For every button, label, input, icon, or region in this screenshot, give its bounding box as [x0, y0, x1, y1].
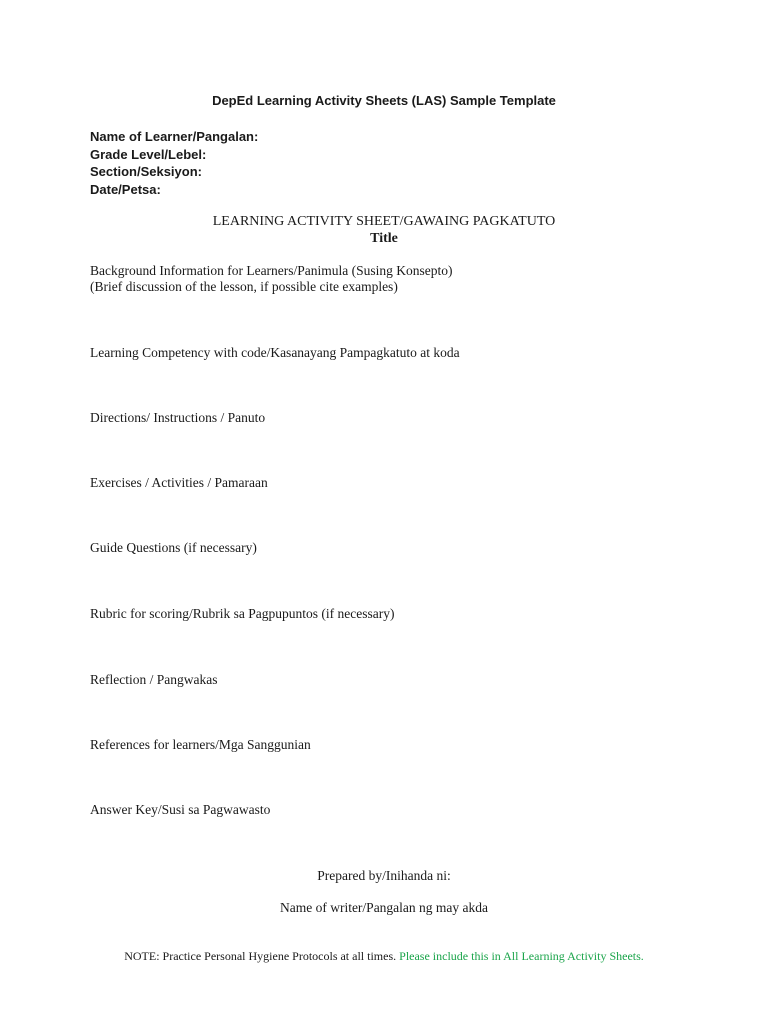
background-section [90, 263, 453, 295]
section-rubric: Rubric for scoring/Rubrik sa Pagpupuntos (if necessary) [90, 606, 395, 621]
background-label: Background Information for Learners/Panimula (Susing Konsepto) [90, 263, 453, 278]
las-heading-block [0, 213, 768, 247]
section-references: References for learners/Mga Sanggunian [90, 737, 311, 752]
las-title-placeholder: Title [370, 231, 398, 246]
section-exercises: Exercises / Activities / Pamaraan [90, 475, 268, 490]
background-note: (Brief discussion of the lesson, if possible cite examples) [90, 279, 398, 294]
section-guide-questions: Guide Questions (if necessary) [90, 540, 257, 555]
learner-info-fields [90, 128, 258, 198]
date-field-label: Date/Petsa: [90, 181, 161, 197]
section-answer-key: Answer Key/Susi sa Pagwawasto [90, 802, 271, 817]
writer-name-label: Name of writer/Pangalan ng may akda [279, 900, 489, 915]
hygiene-note [0, 949, 768, 964]
section-reflection: Reflection / Pangwakas [90, 672, 218, 687]
section-learning-competency: Learning Competency with code/Kasanayang Pampagkatuto at koda [90, 345, 460, 360]
grade-level-field-label: Grade Level/Lebel: [90, 146, 207, 162]
las-heading: LEARNING ACTIVITY SHEET/GAWAING PAGKATUTO [212, 214, 556, 229]
section-field-label: Section/Seksiyon: [90, 164, 202, 179]
prepared-by-label: Prepared by/Inihanda ni: [317, 868, 451, 883]
section-directions: Directions/ Instructions / Panuto [90, 410, 266, 425]
note-text: NOTE: Practice Personal Hygiene Protocols at all times. [124, 949, 397, 963]
learner-name-field-label: Name of Learner/Pangalan: [90, 129, 259, 144]
note-highlight: Please include this in All Learning Activity Sheets. [399, 949, 644, 963]
document-title: DepEd Learning Activity Sheets (LAS) Sample Template [212, 93, 556, 108]
